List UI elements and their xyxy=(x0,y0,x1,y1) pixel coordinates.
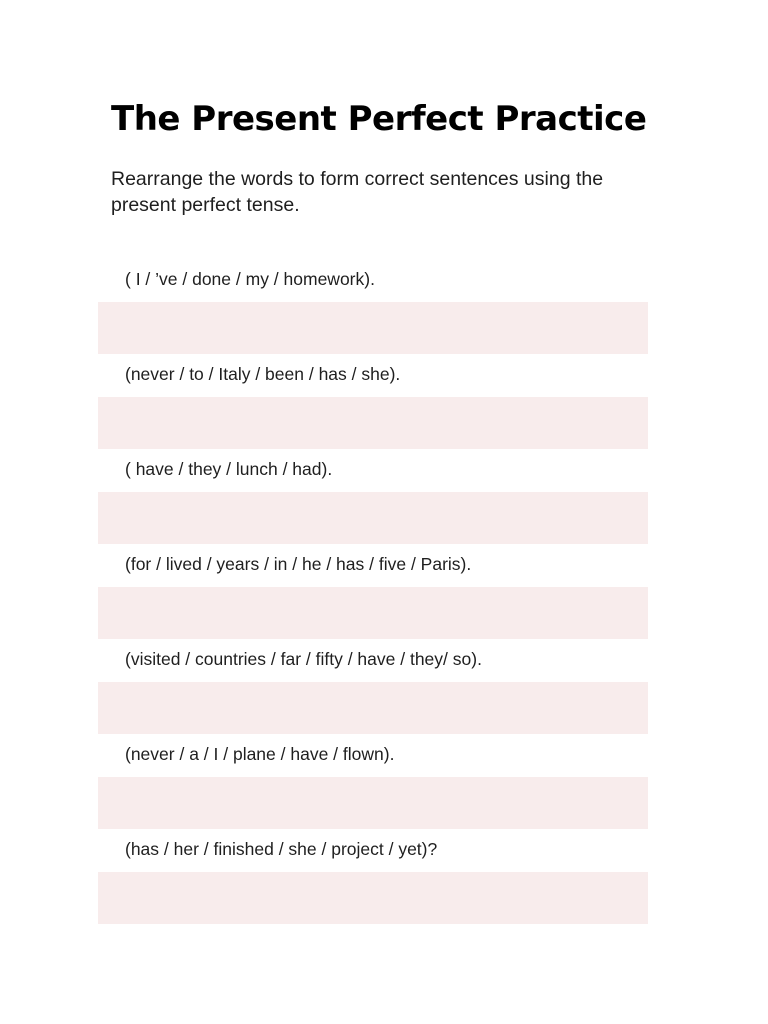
answer-box[interactable] xyxy=(98,777,648,829)
answer-box[interactable] xyxy=(98,872,648,924)
page-title: The Present Perfect Practice xyxy=(111,99,647,139)
exercise-7 xyxy=(98,837,648,960)
exercise-prompt: (visited / countries / far / fifty / have / they/ so). xyxy=(125,649,482,669)
exercise-prompt: ( have / they / lunch / had). xyxy=(125,459,333,479)
answer-box[interactable] xyxy=(98,492,648,544)
exercise-prompt: (for / lived / years / in / he / has / five / Paris). xyxy=(125,554,472,574)
exercise-prompt: (has / her / finished / she / project / yet)? xyxy=(125,839,438,859)
exercise-prompt: (never / to / Italy / been / has / she). xyxy=(125,364,401,384)
exercise-prompt: (never / a / I / plane / have / flown). xyxy=(125,744,395,764)
answer-box[interactable] xyxy=(98,682,648,734)
answer-box[interactable] xyxy=(98,397,648,449)
answer-box[interactable] xyxy=(98,302,648,354)
exercise-prompt: ( I / ’ve / done / my / homework). xyxy=(125,269,375,289)
answer-box[interactable] xyxy=(98,587,648,639)
instructions-text: Rearrange the words to form correct sentences using the present perfect tense. xyxy=(111,168,604,216)
